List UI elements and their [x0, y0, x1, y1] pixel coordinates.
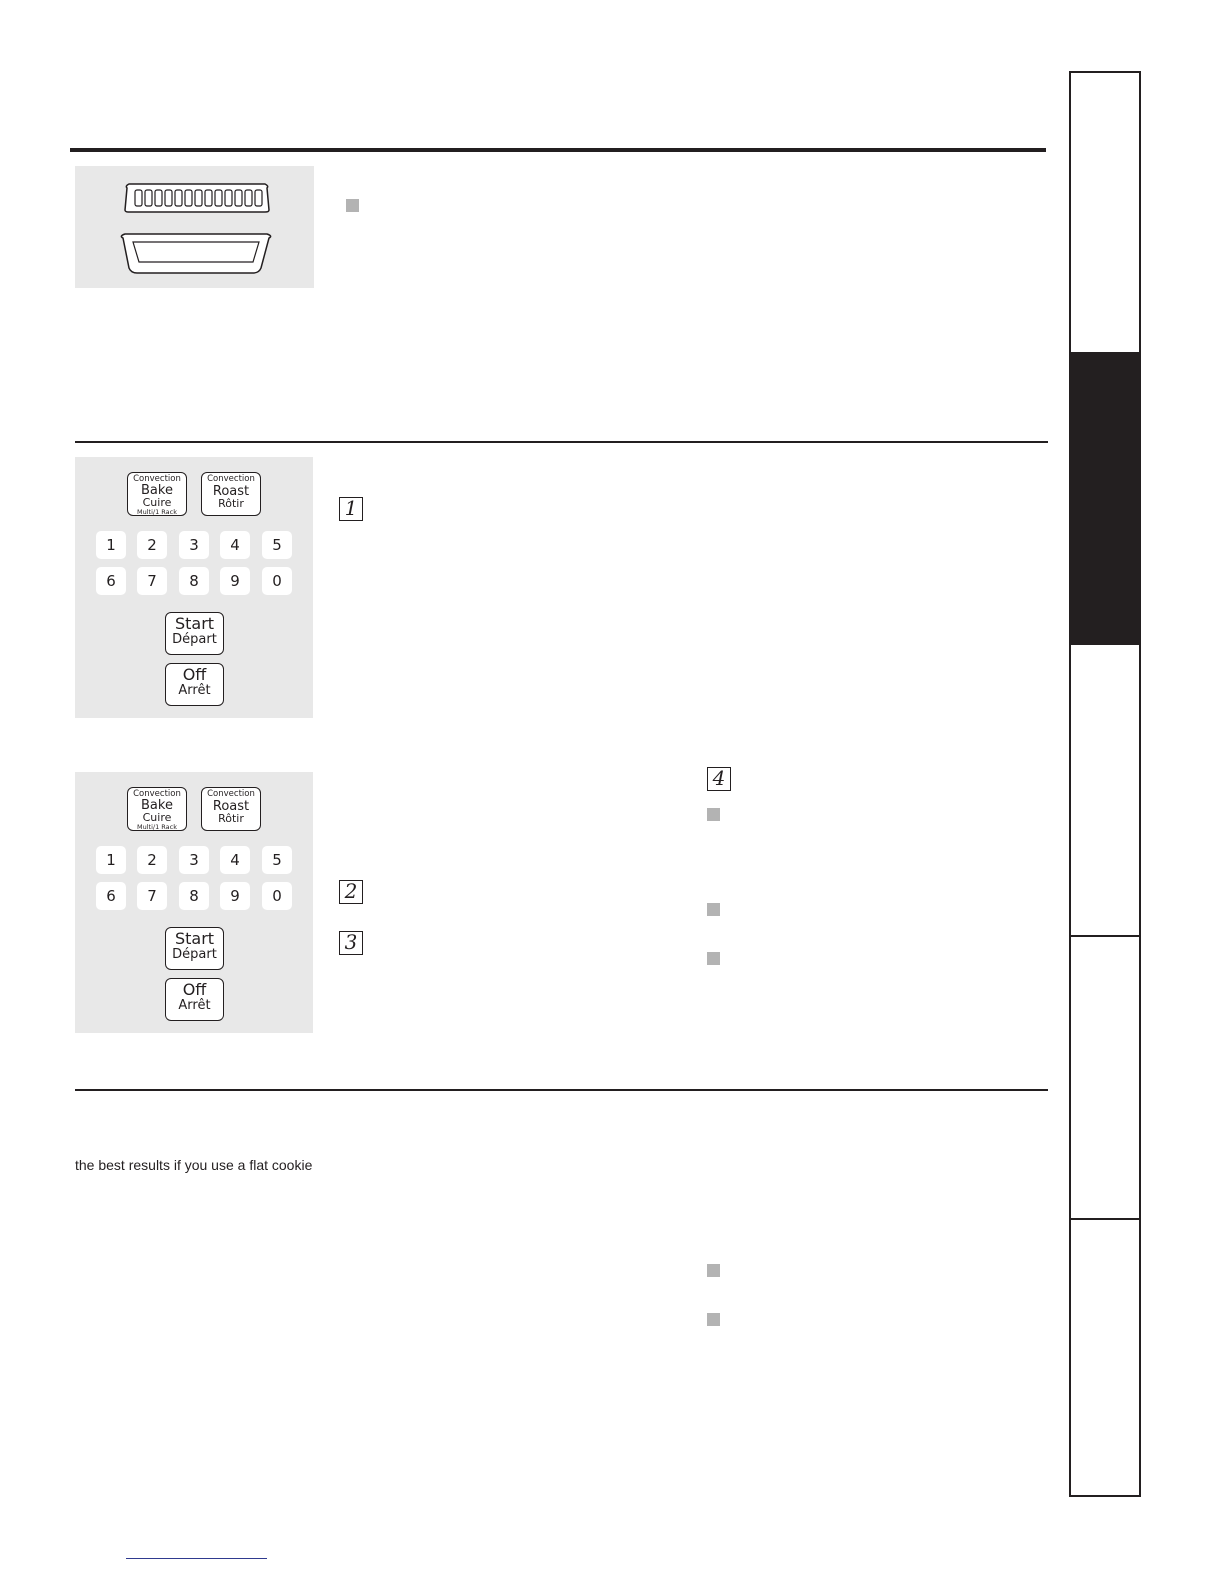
number-key: 8 — [179, 882, 209, 910]
number-key: 2 — [137, 846, 167, 874]
convection-roast-top-label: Convection — [207, 789, 255, 799]
convection-roast-main-label: Roast — [212, 799, 250, 814]
convection-bake-main-label: Bake — [141, 483, 173, 498]
convection-bake-button — [127, 787, 187, 831]
off-sub-label: Arrêt — [178, 683, 211, 698]
off-button — [165, 978, 224, 1021]
section-rule-2 — [75, 1089, 1048, 1091]
cookware-illustration-panel — [75, 166, 314, 288]
number-key: 2 — [137, 531, 167, 559]
number-key: 8 — [179, 567, 209, 595]
bullet-marker — [707, 903, 720, 916]
number-key: 3 — [179, 846, 209, 874]
step-number-3: 3 — [339, 931, 363, 955]
top-rule — [70, 148, 1046, 152]
convection-roast-main-label: Roast — [212, 484, 250, 499]
section-tab-1[interactable] — [1069, 71, 1141, 354]
off-main-label: Off — [182, 665, 207, 684]
number-key: 0 — [262, 567, 292, 595]
convection-bake-top-label: Convection — [133, 789, 181, 799]
body-text: the best results if you use a flat cookie — [75, 1157, 313, 1173]
bullet-marker — [346, 199, 359, 212]
bullet-marker — [707, 808, 720, 821]
convection-bake-sub-label: Cuire — [142, 811, 172, 824]
convection-bake-top-label: Convection — [133, 474, 181, 484]
convection-bake-sub-label: Cuire — [142, 496, 172, 509]
number-key: 6 — [96, 882, 126, 910]
off-main-label: Off — [182, 980, 207, 999]
number-key: 7 — [137, 882, 167, 910]
start-main-label: Start — [174, 929, 215, 948]
number-key: 0 — [262, 882, 292, 910]
step-number-1: 1 — [339, 497, 363, 521]
bullet-marker — [707, 1264, 720, 1277]
convection-roast-sub-label: Rôtir — [218, 497, 244, 510]
number-key: 5 — [262, 846, 292, 874]
start-sub-label: Départ — [172, 947, 217, 962]
number-key: 5 — [262, 531, 292, 559]
start-sub-label: Départ — [172, 632, 217, 647]
convection-bake-small-label: Multi/1 Rack — [137, 823, 177, 831]
section-tab-2-active[interactable] — [1069, 352, 1141, 645]
start-main-label: Start — [174, 614, 215, 633]
number-key: 1 — [96, 846, 126, 874]
bullet-marker — [707, 952, 720, 965]
number-key: 4 — [220, 846, 250, 874]
convection-bake-main-label: Bake — [141, 798, 173, 813]
number-key: 9 — [220, 567, 250, 595]
convection-roast-button — [201, 787, 261, 831]
number-key: 9 — [220, 882, 250, 910]
convection-bake-small-label: Multi/1 Rack — [137, 508, 177, 516]
number-key: 7 — [137, 567, 167, 595]
broiler-pan-illustration — [75, 166, 314, 288]
convection-bake-button — [127, 472, 187, 516]
number-key: 4 — [220, 531, 250, 559]
convection-roast-sub-label: Rôtir — [218, 812, 244, 825]
number-key: 6 — [96, 567, 126, 595]
footer-link-underline[interactable] — [126, 1558, 267, 1559]
number-key: 1 — [96, 531, 126, 559]
control-panel-illustration-2 — [75, 772, 313, 1033]
start-button — [165, 927, 224, 970]
section-tab-3[interactable] — [1069, 643, 1141, 937]
convection-roast-top-label: Convection — [207, 474, 255, 484]
start-button — [165, 612, 224, 655]
control-panel-illustration-1 — [75, 457, 313, 718]
section-tab-5[interactable] — [1069, 1218, 1141, 1497]
off-button — [165, 663, 224, 706]
step-number-2: 2 — [339, 880, 363, 904]
step-number-4: 4 — [707, 767, 731, 791]
number-key: 3 — [179, 531, 209, 559]
section-tab-4[interactable] — [1069, 935, 1141, 1220]
convection-roast-button — [201, 472, 261, 516]
off-sub-label: Arrêt — [178, 998, 211, 1013]
bullet-marker — [707, 1313, 720, 1326]
section-rule-1 — [75, 441, 1048, 443]
